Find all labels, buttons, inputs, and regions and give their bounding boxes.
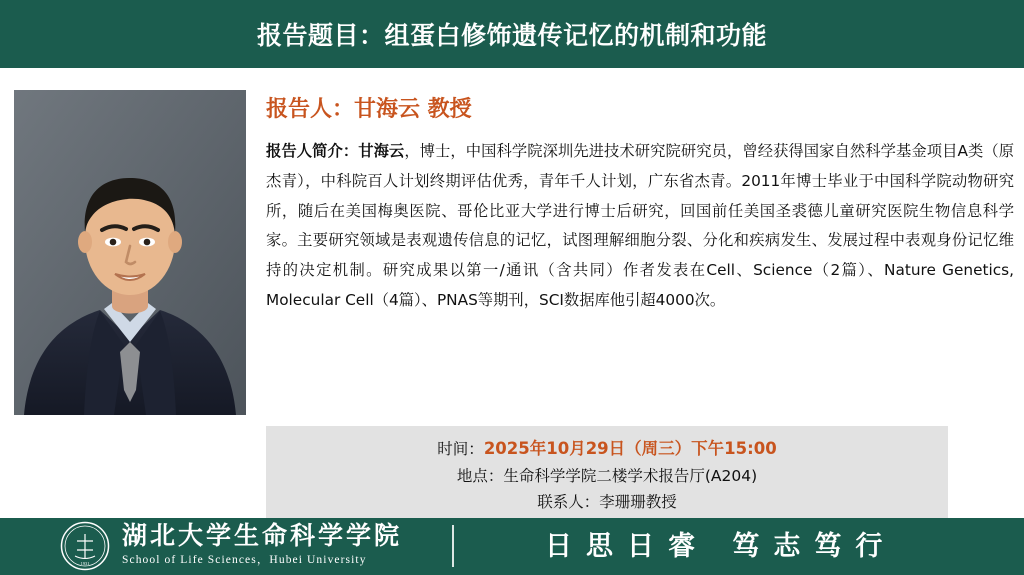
footer-school-name	[122, 522, 402, 567]
footer-motto: 日思日睿 笃志笃行	[545, 531, 897, 562]
speaker-bio	[266, 137, 1014, 316]
header-banner	[0, 0, 1024, 68]
footer-divider	[452, 525, 454, 567]
university-seal-icon	[60, 521, 110, 571]
bio-name: 甘海云	[358, 142, 405, 160]
event-time-row	[266, 435, 948, 463]
event-time-label: 时间：	[437, 440, 484, 458]
seal-year: 1931	[80, 561, 90, 566]
portrait-illustration	[14, 90, 246, 415]
speaker-heading: 报告人：甘海云 教授	[266, 97, 472, 122]
bio-label: 报告人简介：	[266, 142, 359, 160]
event-info-box	[266, 426, 948, 527]
speaker-portrait	[14, 90, 246, 415]
event-contact-row: 联系人：李珊珊教授	[537, 493, 677, 512]
content-block	[266, 92, 1014, 316]
page-title: 报告题目：组蛋白修饰遗传记忆的机制和功能	[256, 21, 767, 50]
bio-text: ，博士，中国科学院深圳先进技术研究院研究员，曾经获得国家自然科学基金项目A类（原杰青），中科院百人计划终期评估优秀，青年千人计划，广东省杰青。2011年博士毕业于中国科学院动物研究所，随后在美国梅奥医院、哥伦比亚大学进行博士后研究，回国前任美国圣裘德儿童研究医院生物信息科学家。主要研究领域是表观遗传信息的记忆，试图理解细胞分裂、分化和疾病发生、发展过程中表观身份记忆维持的决定机制。研究成果以第一/通讯（含共同）作者发表在Cell、Science（2篇）、Nature Genetics, Molecular Cell（4篇）、PNAS等期刊，SCI数据库他引超4000次。	[266, 142, 1014, 310]
event-time-value: 2025年10月29日（周三）下午15:00	[483, 439, 777, 458]
school-name-cn: 湖北大学生命科学学院	[122, 521, 403, 550]
event-place-row: 地点：生命科学学院二楼学术报告厅(A204)	[456, 467, 758, 486]
school-name-en: School of Life Sciences，Hubei University	[122, 554, 367, 566]
